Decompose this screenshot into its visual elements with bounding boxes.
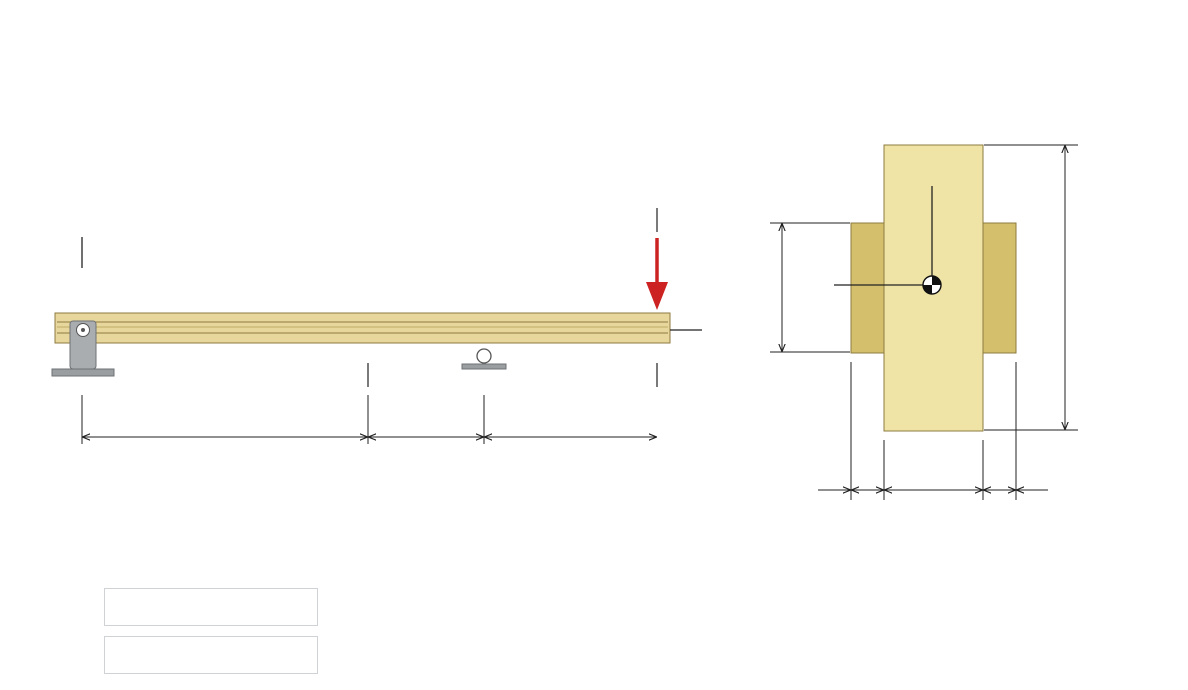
load-p-arrow-head: [646, 282, 668, 310]
left-flange: [851, 223, 884, 353]
wood-beam: [55, 313, 670, 343]
sigma-max-input[interactable]: [104, 636, 318, 674]
roller-support-c: [462, 349, 506, 369]
beam-figure: [0, 130, 1188, 510]
right-flange: [983, 223, 1016, 353]
centroid-symbol: [923, 276, 941, 294]
tau-max-input[interactable]: [104, 588, 318, 626]
